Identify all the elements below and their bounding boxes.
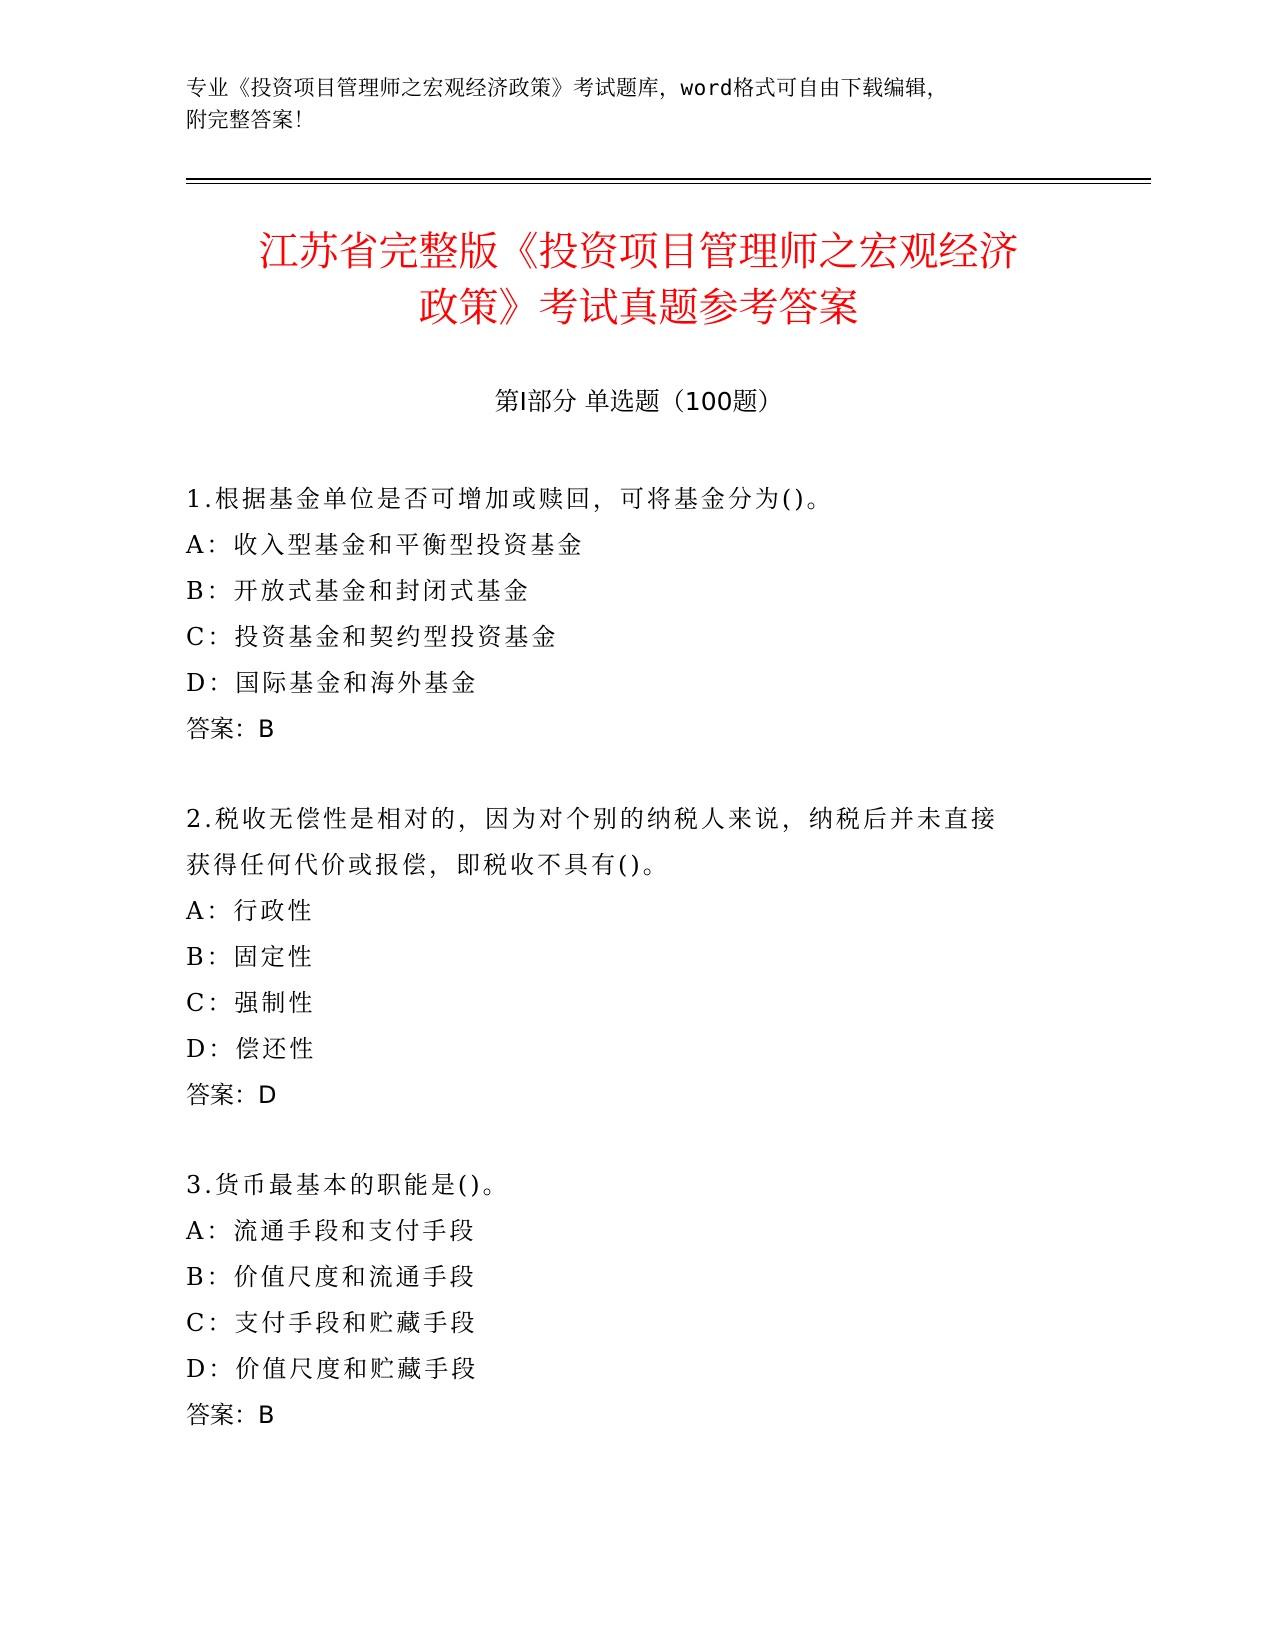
- option-b: B：固定性: [186, 943, 315, 971]
- option-c: C：支付手段和贮藏手段: [186, 1309, 478, 1337]
- option-b: B：价值尺度和流通手段: [186, 1263, 477, 1291]
- option-d: D：偿还性: [186, 1035, 317, 1063]
- question-stem: [186, 476, 1066, 522]
- header-note-line-1: 专业《投资项目管理师之宏观经济政策》考试题库，word格式可自由下载编辑，: [186, 76, 949, 100]
- question-stem: [186, 1162, 1066, 1208]
- question-stem-line-2: 获得任何代价或报偿，即税收不具有()。: [186, 851, 670, 879]
- option-d: D：价值尺度和贮藏手段: [186, 1355, 479, 1383]
- header-note-line-2: 附完整答案！: [186, 108, 315, 132]
- header-divider-thin: [186, 183, 1151, 184]
- option-d: D：国际基金和海外基金: [186, 669, 479, 697]
- document-title-line-2: 政策》考试真题参考答案: [418, 285, 859, 331]
- header-divider-thick: [186, 178, 1151, 180]
- question-2: [186, 796, 1066, 1118]
- option-a: A：流通手段和支付手段: [186, 1217, 477, 1245]
- question-3: [186, 1162, 1066, 1438]
- question-list: [186, 476, 1066, 1482]
- question-1: [186, 476, 1066, 752]
- header-note: [186, 72, 1086, 136]
- section-title: 第Ⅰ部分 单选题（100题）: [494, 387, 783, 416]
- answer: 答案：B: [186, 715, 275, 743]
- question-stem-line-1: 2.税收无偿性是相对的，因为对个别的纳税人来说，纳税后并未直接: [186, 805, 998, 833]
- document-title-line-1: 江苏省完整版《投资项目管理师之宏观经济: [258, 229, 1019, 275]
- answer: 答案：B: [186, 1401, 275, 1429]
- document-title: [186, 224, 1091, 336]
- answer: 答案：D: [186, 1081, 277, 1109]
- option-c: C：投资基金和契约型投资基金: [186, 623, 559, 651]
- question-stem-line-1: 1.根据基金单位是否可增加或赎回，可将基金分为()。: [186, 485, 834, 513]
- option-a: A：行政性: [186, 897, 315, 925]
- option-b: B：开放式基金和封闭式基金: [186, 577, 531, 605]
- option-a: A：收入型基金和平衡型投资基金: [186, 531, 585, 559]
- question-stem: [186, 796, 1066, 888]
- option-c: C：强制性: [186, 989, 316, 1017]
- question-stem-line-1: 3.货币最基本的职能是()。: [186, 1171, 510, 1199]
